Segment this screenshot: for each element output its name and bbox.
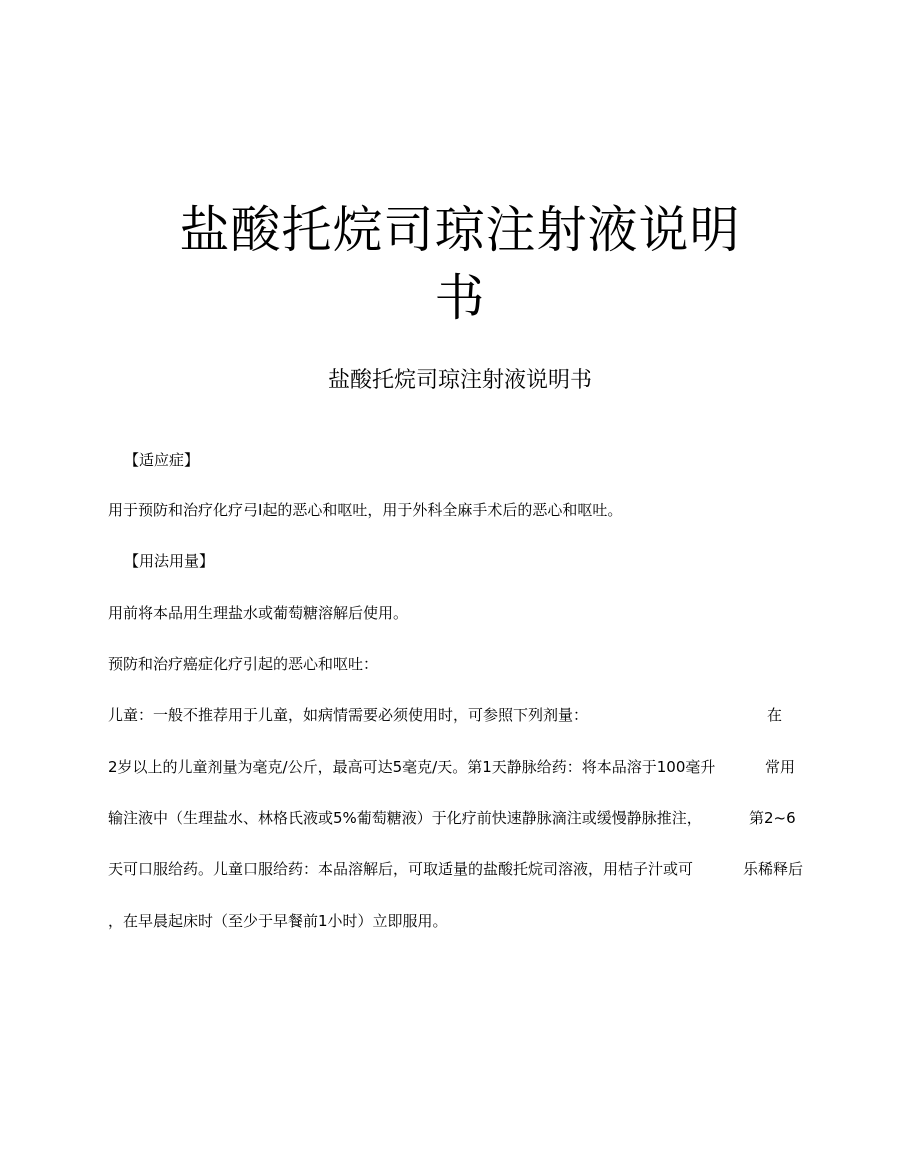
title-line-1: 盐酸托烷司琼注射液说明 (179, 201, 741, 259)
document-subtitle: 盐酸托烷司琼注射液说明书 (327, 368, 592, 393)
dosage-line-4-tail: 常用 (765, 758, 796, 776)
dosage-line-3: 儿童：一般不推荐用于儿童，如病情需要必须使用时，可参照下列剂量： (108, 706, 589, 724)
dosage-paragraph-1: 用前将本品用生理盐水或葡萄糖溶解后使用。 (108, 604, 409, 622)
dosage-line-4: 2岁以上的儿童剂量为毫克/公斤，最高可达5毫克/天。第1天静脉给药：将本品溶于100毫升 (108, 758, 716, 776)
dosage-paragraph-2: 预防和治疗癌症化疗引起的恶心和呕吐： (108, 655, 379, 673)
indications-text: 用于预防和治疗化疗弓I起的恶心和呕吐，用于外科全麻手术后的恶心和呕吐。 (108, 501, 623, 519)
title-line-2: 书 (434, 269, 486, 327)
dosage-line-5-tail: 第2~6 (749, 809, 796, 827)
dosage-heading: 【用法用量】 (124, 552, 215, 570)
dosage-line-6-tail: 乐稀释后 (743, 860, 804, 878)
indications-heading: 【适应症】 (124, 451, 200, 469)
dosage-line-7: ，在早晨起床时（至少于早餐前1小时）立即服用。 (108, 912, 448, 930)
document-title (0, 196, 920, 332)
dosage-line-6: 天可口服给药。儿童口服给药：本品溶解后，可取适量的盐酸托烷司溶液，用桔子汁或可 (108, 860, 694, 878)
dosage-line-3-tail: 在 (767, 706, 783, 724)
dosage-line-5: 输注液中（生理盐水、林格氏液或5%葡萄糖液）于化疗前快速静脉滴注或缓慢静脉推注， (108, 809, 702, 827)
